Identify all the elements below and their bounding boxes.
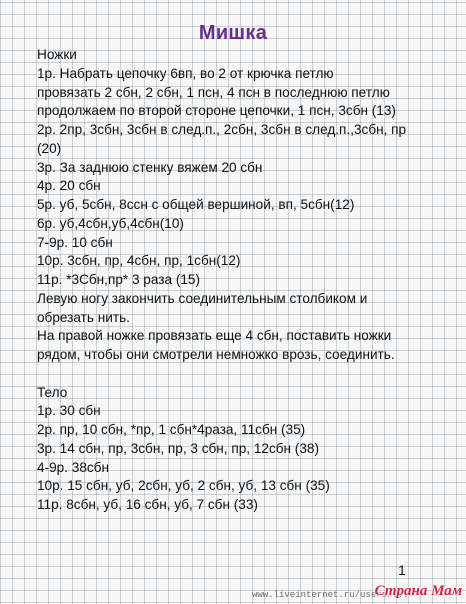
text-line: 11р. *3Сбн,пр* 3 раза (15) xyxy=(37,272,200,287)
text-line: рядом, чтобы они смотрели немножко врозь, соединить. xyxy=(37,347,395,362)
text-line: 7-9р. 10 сбн xyxy=(37,234,113,250)
text-line: 2р. пр, 10 сбн, *пр, 1 сбн*4раза, 11сбн (35) xyxy=(37,422,306,437)
text-line: Левую ногу закончить соединительным столбиком и xyxy=(37,290,368,306)
text-line: 10р. 3сбн, пр, 4сбн, пр, 1сбн(12) xyxy=(37,253,241,269)
text-line: обрезать нить. xyxy=(37,309,130,325)
text-line: 10р. 15 сбн, уб, 2сбн, уб, 2 сбн, уб, 13 сбн (35) xyxy=(37,478,330,494)
page-number: 1 xyxy=(398,562,406,578)
text-line: На правой ножке провязать еще 4 сбн, поставить ножки xyxy=(37,328,392,344)
text-line: 11р. 8сбн, уб, 16 сбн, уб, 7 сбн (33) xyxy=(37,497,258,512)
text-line: Тело xyxy=(37,384,68,400)
text-line: 4-9р. 38сбн xyxy=(37,459,109,475)
text-line: 3р. За заднюю стенку вяжем 20 сбн xyxy=(37,159,263,175)
text-line: 1р. 30 сбн xyxy=(37,403,101,419)
pattern-text xyxy=(37,46,457,515)
watermark-url: www.liveinternet.ru/users/... xyxy=(252,590,409,600)
text-line: провязать 2 сбн, 2 сбн, 1 псн, 4 псн в последнюю петлю xyxy=(37,84,390,100)
text-line: 6р. уб,4сбн,уб,4сбн(10) xyxy=(37,215,184,231)
text-line: продолжаем по второй стороне цепочки, 1 псн, 3сбн (13) xyxy=(37,103,396,119)
text-line: 4р. 20 сбн xyxy=(37,178,101,194)
blank-line xyxy=(37,365,457,384)
page-title: Мишка xyxy=(198,22,268,44)
text-line: Ножки xyxy=(37,47,77,62)
text-line: 1р. Набрать цепочку 6вп, во 2 от крючка петлю xyxy=(37,65,334,81)
text-line: (20) xyxy=(37,140,62,156)
text-line: 2р. 2пр, 3сбн, 3сбн в след.п., 2сбн, 3сбн в след.п.,3сбн, пр xyxy=(37,122,407,137)
site-logo: Страна Мам xyxy=(374,583,462,599)
text-line: 3р. 14 сбн, пр, 3сбн, пр, 3 сбн, пр, 12сбн (38) xyxy=(37,440,319,456)
text-line: 5р. уб, 5сбн, 8ссн с общей вершиной, вп, 5сбн(12) xyxy=(37,197,355,212)
